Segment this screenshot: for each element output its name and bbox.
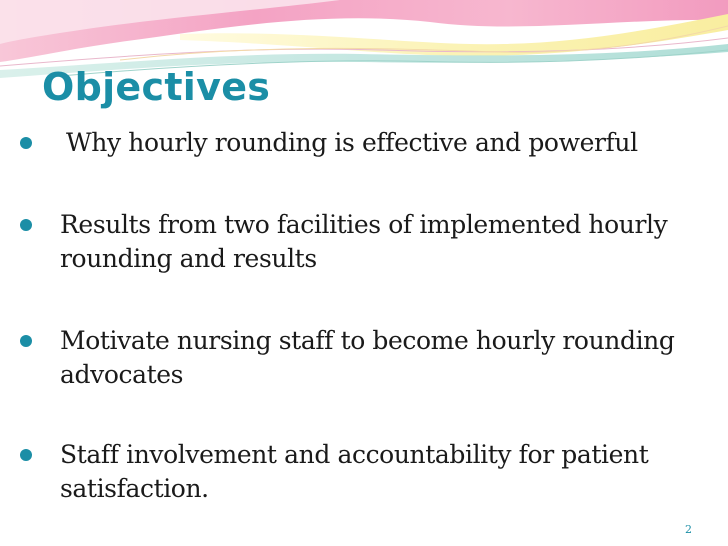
bullet-icon [20,137,32,149]
page-number: 2 [685,523,692,536]
bullet-item [20,324,680,392]
bullet-text: Why hourly rounding is effective and powerful [66,128,638,157]
bullet-icon [20,219,32,231]
bullet-item [20,438,680,506]
bullet-icon [20,449,32,461]
bullet-item [20,126,680,160]
bullet-text: Results from two facilities of implemented hourly rounding and results [60,210,668,273]
bullet-icon [20,335,32,347]
bullet-item [20,208,680,276]
bullet-text: Motivate nursing staff to become hourly rounding advocates [60,326,675,389]
bullet-text: Staff involvement and accountability for patient satisfaction. [60,440,649,503]
slide-title: Objectives [42,65,271,109]
